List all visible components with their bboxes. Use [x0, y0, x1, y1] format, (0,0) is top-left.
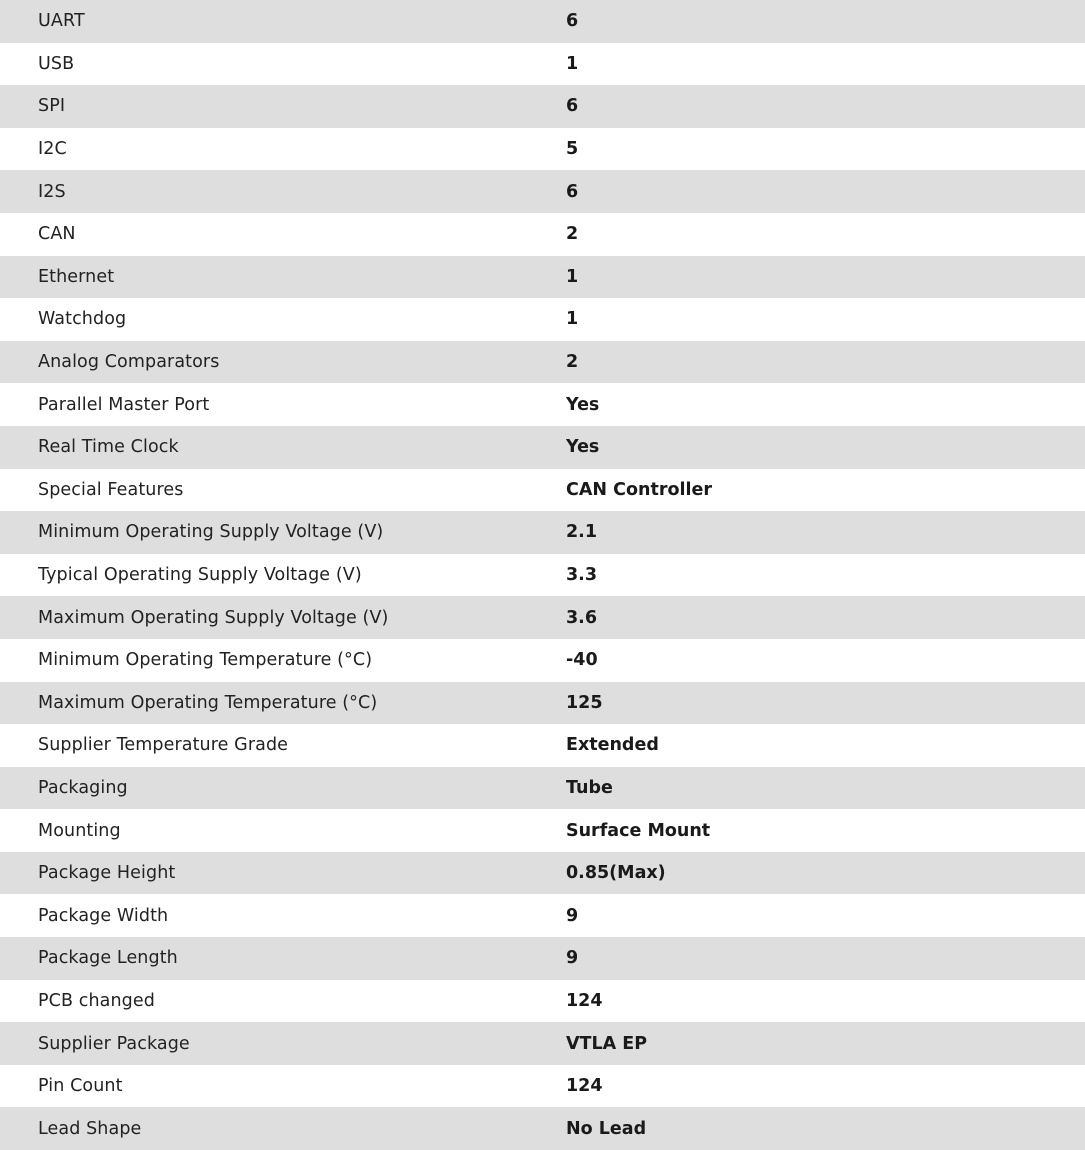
spec-value: 3.6 — [566, 607, 598, 628]
spec-value: 1 — [566, 53, 579, 74]
spec-row — [0, 170, 1085, 213]
spec-row — [0, 213, 1085, 256]
spec-value: 5 — [566, 139, 579, 160]
spec-value: Surface Mount — [566, 820, 711, 841]
spec-label: Package Length — [38, 948, 178, 969]
spec-value: 9 — [566, 905, 579, 926]
spec-value: VTLA EP — [566, 1033, 648, 1054]
spec-value: No Lead — [566, 1118, 647, 1139]
spec-row — [0, 298, 1085, 341]
spec-value: Yes — [566, 437, 600, 458]
spec-row — [0, 85, 1085, 128]
spec-row — [0, 511, 1085, 554]
spec-value: 2 — [566, 352, 579, 373]
spec-label: Packaging — [38, 777, 128, 798]
spec-row — [0, 937, 1085, 980]
spec-value: 1 — [566, 266, 579, 287]
spec-row — [0, 682, 1085, 725]
spec-row — [0, 639, 1085, 682]
spec-row — [0, 469, 1085, 512]
spec-label: SPI — [38, 96, 66, 117]
spec-row — [0, 767, 1085, 810]
spec-value: Yes — [566, 394, 600, 415]
spec-value: 9 — [566, 948, 579, 969]
spec-value: 2.1 — [566, 522, 598, 543]
spec-value: 2 — [566, 224, 579, 245]
spec-row — [0, 980, 1085, 1023]
spec-row — [0, 852, 1085, 895]
spec-label: Mounting — [38, 820, 121, 841]
spec-label: Package Width — [38, 905, 169, 926]
spec-value: 124 — [566, 1076, 603, 1097]
spec-label: USB — [38, 53, 75, 74]
spec-label: I2S — [38, 181, 66, 202]
spec-label: Minimum Operating Temperature (°C) — [38, 650, 373, 671]
spec-row — [0, 1022, 1085, 1065]
spec-row — [0, 1107, 1085, 1150]
spec-value: 6 — [566, 181, 579, 202]
spec-row — [0, 426, 1085, 469]
spec-row — [0, 894, 1085, 937]
spec-label: I2C — [38, 139, 67, 160]
spec-row — [0, 1065, 1085, 1108]
spec-value: 1 — [566, 309, 579, 330]
spec-row — [0, 596, 1085, 639]
spec-row — [0, 724, 1085, 767]
spec-value: 3.3 — [566, 565, 598, 586]
spec-label: Package Height — [38, 863, 176, 884]
spec-label: Maximum Operating Temperature (°C) — [38, 692, 378, 713]
spec-row — [0, 383, 1085, 426]
spec-value: 6 — [566, 11, 579, 32]
spec-label: Supplier Package — [38, 1033, 190, 1054]
spec-row — [0, 341, 1085, 384]
spec-value: 124 — [566, 990, 603, 1011]
spec-label: Maximum Operating Supply Voltage (V) — [38, 607, 389, 628]
spec-label: Pin Count — [38, 1076, 123, 1097]
spec-label: Analog Comparators — [38, 352, 220, 373]
spec-value: -40 — [566, 650, 598, 671]
spec-value: 6 — [566, 96, 579, 117]
spec-row — [0, 43, 1085, 86]
spec-label: UART — [38, 11, 85, 32]
spec-value: 125 — [566, 692, 603, 713]
spec-label: PCB changed — [38, 990, 155, 1011]
spec-value: Extended — [566, 735, 659, 756]
spec-value: Tube — [566, 777, 613, 798]
spec-row — [0, 0, 1085, 43]
spec-row — [0, 128, 1085, 171]
spec-label: Lead Shape — [38, 1118, 142, 1139]
spec-label: Ethernet — [38, 266, 115, 287]
spec-label: Typical Operating Supply Voltage (V) — [38, 565, 362, 586]
spec-label: Real Time Clock — [38, 437, 179, 458]
spec-row — [0, 809, 1085, 852]
spec-row — [0, 554, 1085, 597]
spec-value: CAN Controller — [566, 479, 712, 500]
spec-label: CAN — [38, 224, 76, 245]
spec-value: 0.85(Max) — [566, 863, 666, 884]
spec-label: Parallel Master Port — [38, 394, 210, 415]
spec-label: Watchdog — [38, 309, 127, 330]
spec-label: Supplier Temperature Grade — [38, 735, 289, 756]
spec-label: Minimum Operating Supply Voltage (V) — [38, 522, 384, 543]
spec-label: Special Features — [38, 479, 184, 500]
spec-row — [0, 256, 1085, 299]
